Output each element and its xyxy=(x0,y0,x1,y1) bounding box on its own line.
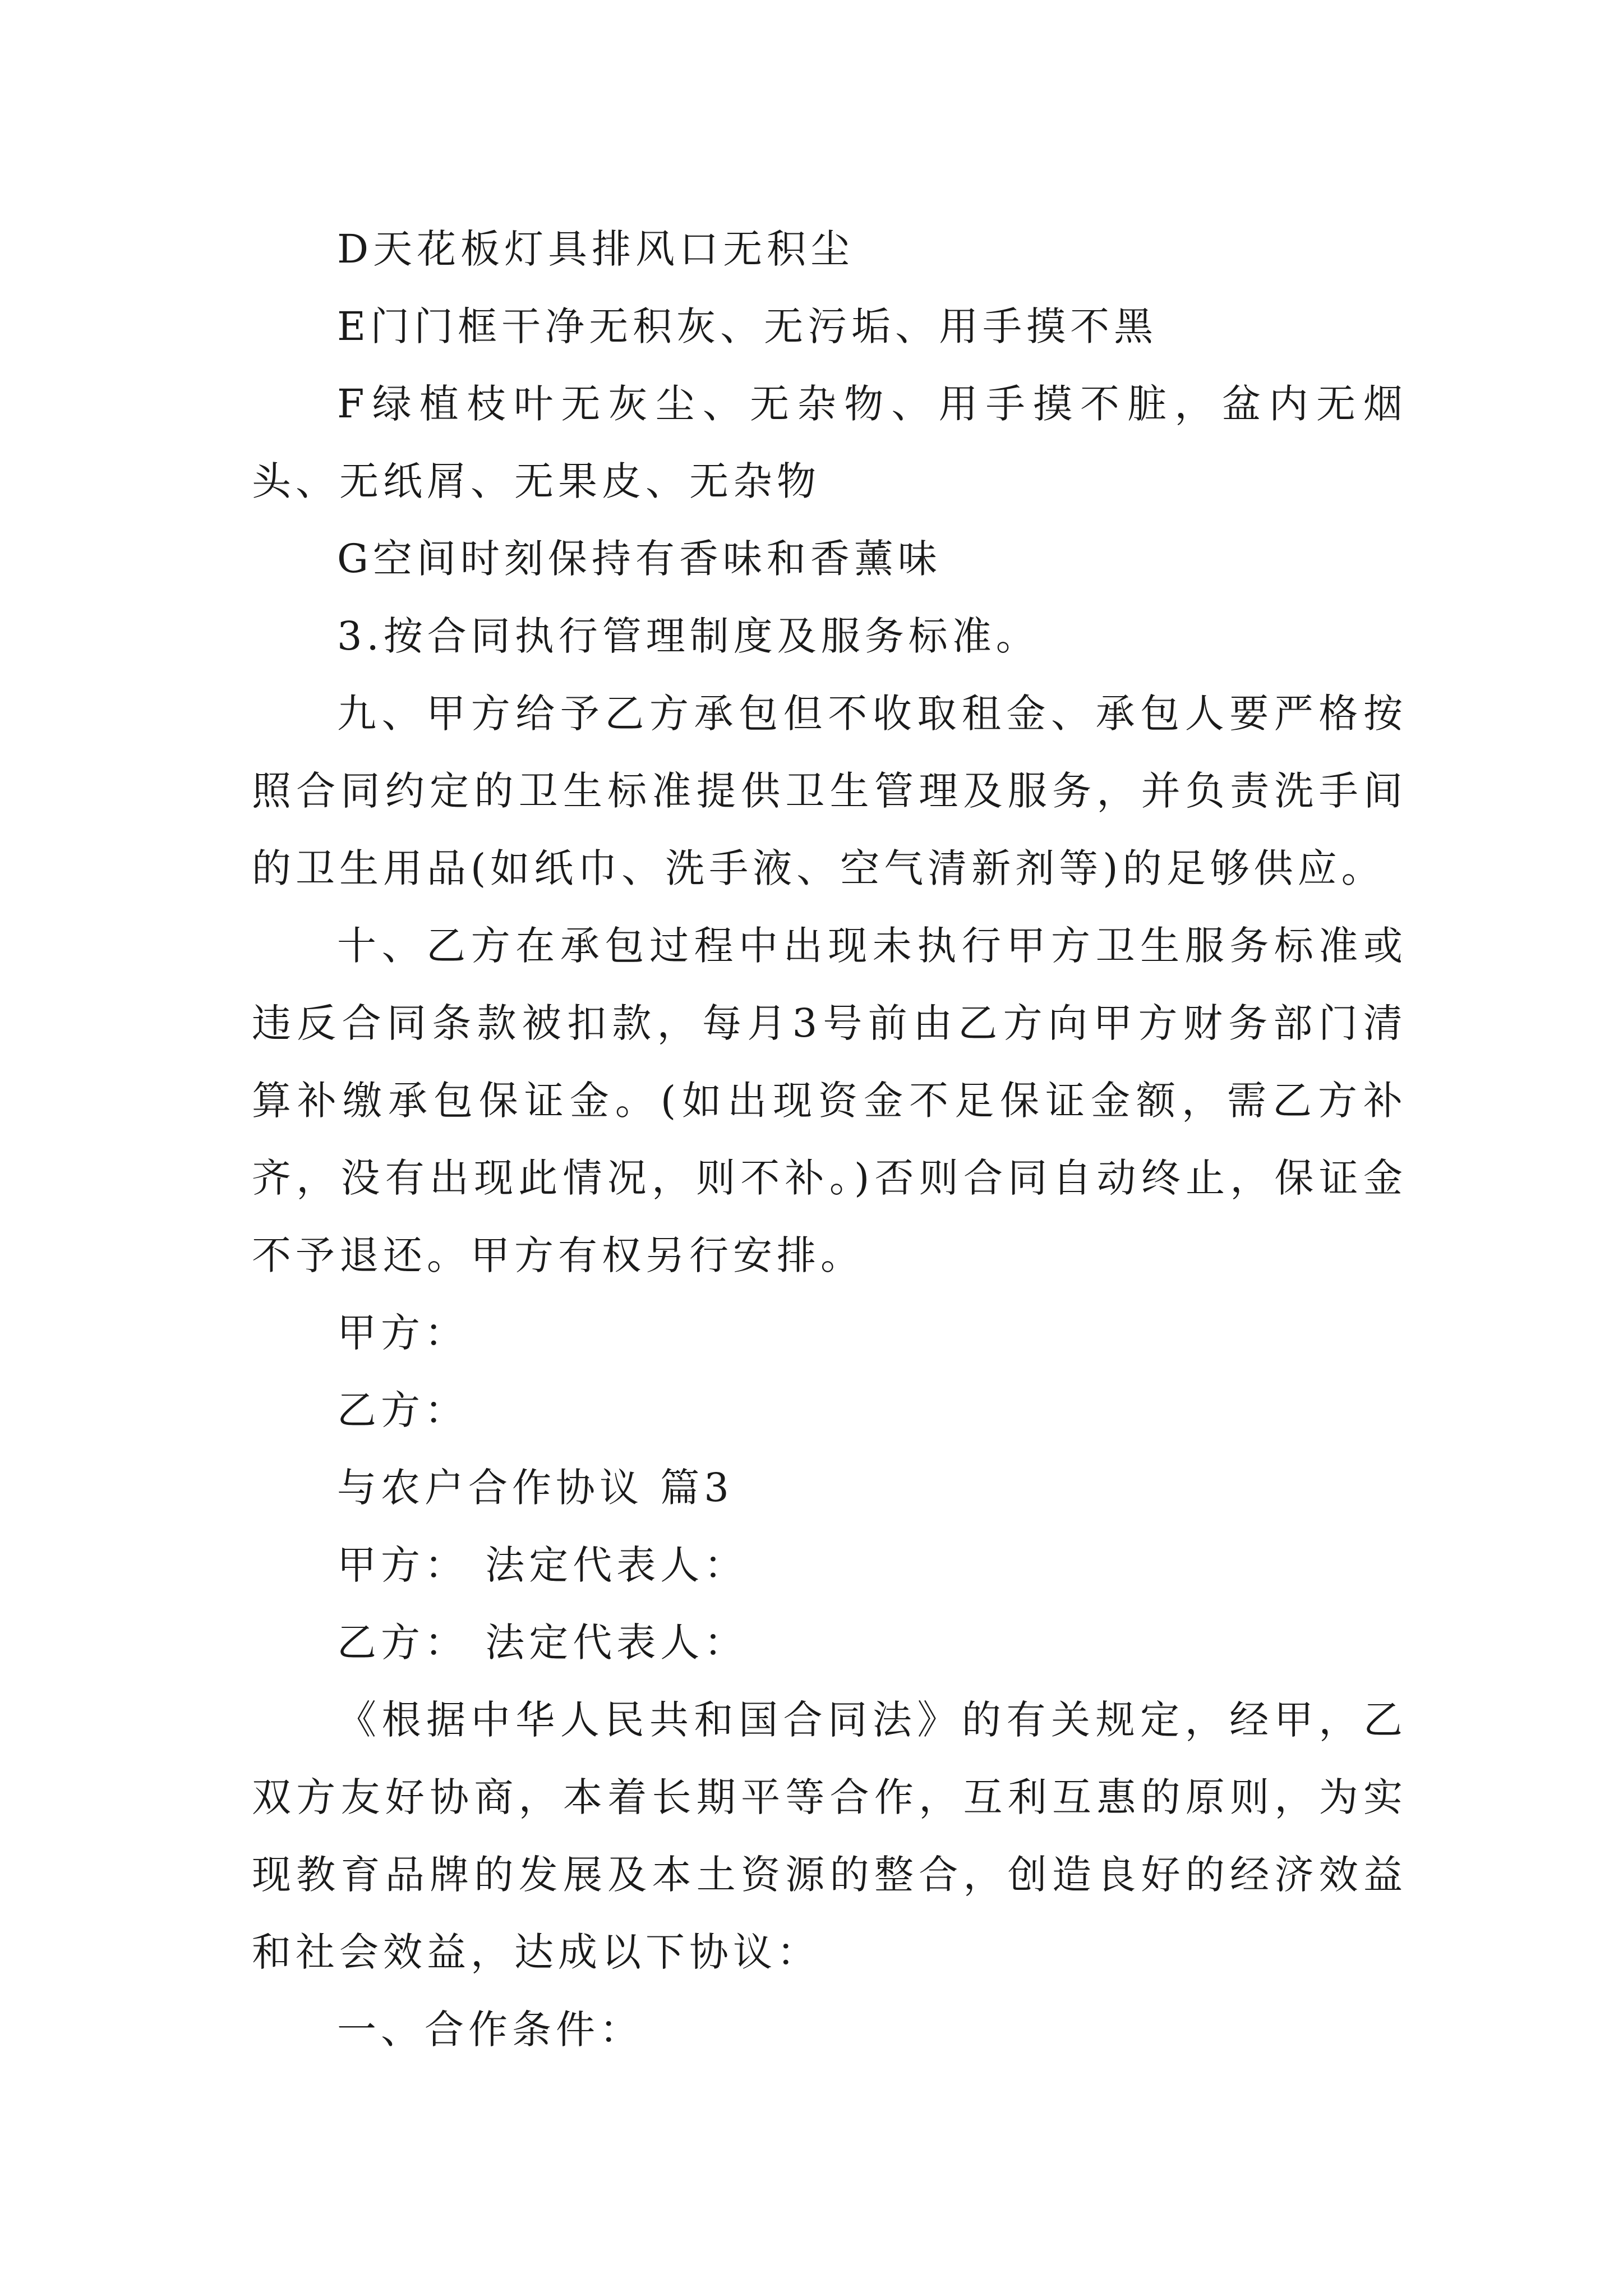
clause-e-door: E门门框干净无积灰、无污垢、用手摸不黑 xyxy=(337,303,1158,349)
section-heading: 与农户合作协议 篇3 xyxy=(337,1465,734,1511)
clause-d-ceiling: D天花板灯具排风口无积尘 xyxy=(337,226,855,272)
cooperation-conditions-heading: 一、合作条件： xyxy=(337,2007,643,2053)
article-10: 十、乙方在承包过程中出现未执行甲方卫生服务标准或违反合同条款被扣款，每月3号前由乙方向甲方财务部门清算补缴承包保证金。(如出现资金不足保证金额，需乙方补齐，没有出现此情况，则不补。)否则合同自动终止，保证金不予退还。甲方有权另行安排。 xyxy=(252,923,1407,1278)
article-9: 九、甲方给予乙方承包但不收取租金、承包人要严格按照合同约定的卫生标准提供卫生管理及服务，并负责洗手间的卫生用品(如纸巾、洗手液、空气清新剂等)的足够供应。 xyxy=(252,691,1407,891)
party-a-signature: 甲方： xyxy=(337,1310,468,1356)
clause-3-standards: 3.按合同执行管理制度及服务标准。 xyxy=(337,613,1040,659)
clause-f-plants: F绿植枝叶无灰尘、无杂物、用手摸不脏，盆内无烟头、无纸屑、无果皮、无杂物 xyxy=(252,381,1407,504)
party-a-representative: 甲方： 法定代表人： xyxy=(337,1542,748,1588)
document-body xyxy=(252,210,1407,2068)
party-b-representative: 乙方： 法定代表人： xyxy=(337,1619,748,1665)
clause-g-fragrance: G空间时刻保持有香味和香薰味 xyxy=(337,536,942,582)
party-b-signature: 乙方： xyxy=(337,1387,468,1433)
agreement-preamble: 《根据中华人民共和国合同法》的有关规定，经甲，乙双方友好协商，本着长期平等合作，互利互惠的原则，为实现教育品牌的发展及本土资源的整合，创造良好的经济效益和社会效益，达成以下协议： xyxy=(252,1697,1407,1975)
